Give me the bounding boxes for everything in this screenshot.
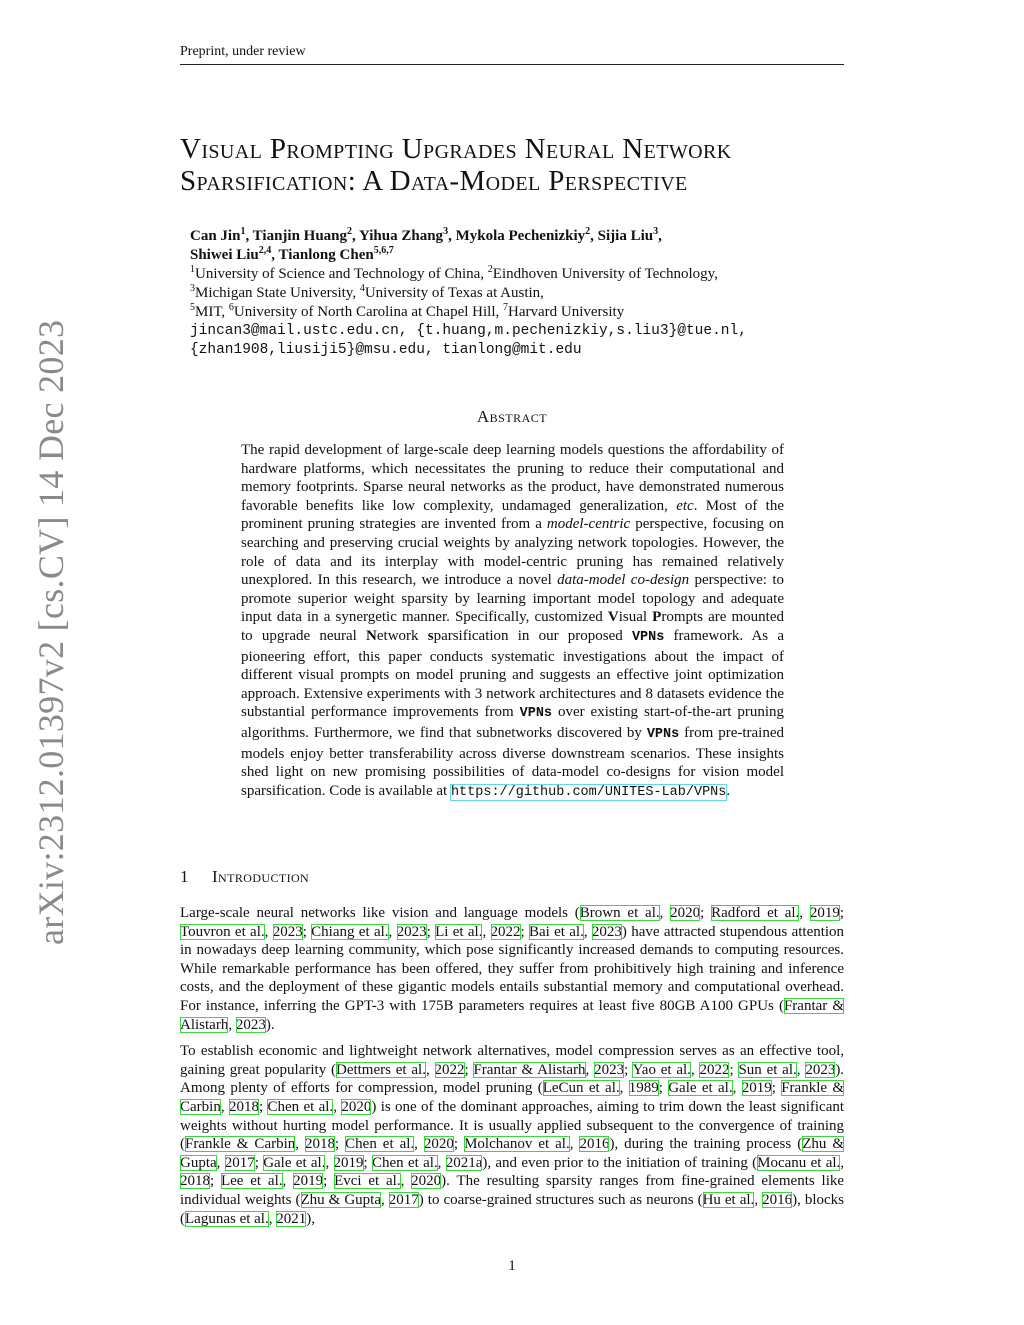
citation-link[interactable]: Lee et al. <box>220 1173 283 1190</box>
citation-link[interactable]: 2016 <box>579 1136 610 1153</box>
affiliation-line-2 <box>190 284 850 303</box>
affiliation: MIT, <box>195 304 229 320</box>
affiliation-marker: 3 <box>443 226 449 237</box>
affiliation: University of Science and Technology of China, <box>195 266 488 282</box>
affiliation: University of Texas at Austin, <box>364 285 544 301</box>
intro-paragraph-2: To establish economic and lightweight network alternatives, model compression serves as an effective tool, gaining great popularity (Dettmers et al., 2022; Frantar & Alistarh, 2023; Yao et al., 2022; Sun et al., 2023). Among plenty of efforts for compression, model pruning (LeCun et al., 1989; Gale et al., 2019; Frankle & Carbin, 2018; Chen et al., 2020) is one of the dominant approaches, aiming to trim down the least significant weights without hurting model performance. It is usually applied subsequent to the convergence of training (Frankle & Carbin, 2018; Chen et al., 2020; Molchanov et al., 2016), during the training process (Zhu & Gupta, 2017; Gale et al., 2019; Chen et al., 2021a), and even prior to the initiation of training (Mocanu et al., 2018; Lee et al., 2019; Evci et al., 2020). The resulting sparsity ranges from fine-grained elements like individual weights (Zhu & Gupta, 2017) to coarse-grained structures such as neurons (Hu et al., 2016), blocks (Lagunas et al., 2021), <box>180 1043 845 1227</box>
affiliation-number: 4 <box>359 283 365 294</box>
section-number: 1 <box>180 867 189 886</box>
email-line-1: jincan3@mail.ustc.edu.cn, {t.huang,m.pechenizkiy,s.liu3}@tue.nl, <box>190 323 747 339</box>
intro-text: Large-scale neural networks like vision and language models ( <box>180 905 580 921</box>
citation-link[interactable]: Mocanu et al. <box>757 1154 841 1171</box>
author-name: Can Jin <box>190 228 241 244</box>
citation-link[interactable]: 2020 <box>411 1173 442 1190</box>
intro-text: ). Among plenty of efforts for compression, model pruning ( <box>180 1061 845 1097</box>
code-link[interactable]: https://github.com/UNITES-Lab/VPNs <box>450 784 727 800</box>
citation-link[interactable]: Chen et al. <box>267 1098 334 1115</box>
citation-link[interactable]: Gale et al. <box>263 1154 326 1171</box>
affiliation: Michigan State University, <box>195 285 360 301</box>
citation-link[interactable]: 2023 <box>591 923 622 940</box>
author-name: Yihua Zhang <box>358 228 444 244</box>
vpns-name: VPNs <box>519 706 553 722</box>
abstract-emphasis: model-centric <box>546 516 631 533</box>
affiliation: Harvard University <box>508 304 625 320</box>
citation-link[interactable]: 2018 <box>305 1136 335 1153</box>
intro-text: ) to coarse-grained structures such as neurons ( <box>418 1191 703 1208</box>
citation-link[interactable]: Zhu & Gupta <box>300 1191 382 1208</box>
acronym-letter: V <box>607 609 619 626</box>
intro-text: ) have attracted stupendous attention in nowadays deep learning community, which pose significantly increased demands to computing resources. While remarkable performance has been offered, they suffer from prohibitively high training and inference costs, and the deployment of these gigantic models entails substantial memory and computational overhead. For instance, inferring the GPT-3 with 175B parameters requires at least five 80GB A100 GPUs ( <box>180 923 845 1014</box>
affiliation-number: 6 <box>228 302 234 313</box>
citation-link[interactable]: 2023 <box>396 923 427 940</box>
abstract-text: over existing start-of-the-art pruning algorithms. Furthermore, we find that subnetworks discovered by <box>241 704 784 741</box>
citation-link[interactable]: Frantar & Alistarh <box>473 1061 586 1078</box>
citation-link[interactable]: Chiang et al. <box>311 923 389 940</box>
vpns-name: VPNs <box>631 629 665 645</box>
author-name: Mykola Pechenizkiy <box>455 228 586 244</box>
abstract-text: The rapid development of large-scale deep learning models questions the affordability of hardware platforms, which necessitates the pruning to reduce their computational and memory footprints. Sparse neural networks as the product, have demonstrated numerous favorable benefits like low complexity, undamaged generalization, <box>241 442 784 514</box>
running-header: Preprint, under review <box>180 44 844 65</box>
affiliation-number: 3 <box>190 283 195 294</box>
citation-link[interactable]: Radford et al. <box>711 905 800 921</box>
affiliation-marker: 1 <box>240 226 246 237</box>
citation-link[interactable]: 2023 <box>235 1016 266 1033</box>
affiliation-marker: 5,6,7 <box>373 245 394 256</box>
affiliation-number: 5 <box>190 302 195 313</box>
citation-link[interactable]: 2022 <box>434 1061 465 1078</box>
citation-link[interactable]: Frankle & Carbin <box>180 1080 845 1115</box>
citation-link[interactable]: 2019 <box>333 1154 364 1171</box>
author-name: Tianlong Chen <box>278 247 374 263</box>
intro-text: ). <box>265 1016 275 1033</box>
citation-link[interactable]: Zhu & Gupta <box>180 1136 845 1171</box>
affiliation-marker: 2 <box>585 226 591 237</box>
abstract-text: perspective: to promote superior weight sparsity by learning important model topology and adequate input data in a synergetic manner. Specifically, customized <box>241 572 784 626</box>
intro-text: ) is one of the dominant approaches, aiming to trim down the least significant weights without hurting model performance. It is usually applied subsequent to the convergence of training ( <box>180 1098 845 1153</box>
citation-link[interactable]: 2023 <box>805 1061 836 1078</box>
email-line-2: {zhan1908,liusiji5}@msu.edu, tianlong@mit.edu <box>190 342 582 358</box>
citation-link[interactable]: 2019 <box>741 1080 772 1097</box>
intro-text: ). The resulting sparsity ranges from fine-grained elements like individual weights ( <box>180 1173 845 1208</box>
affiliation-marker: 2,4 <box>258 245 272 256</box>
abstract-body <box>241 441 784 802</box>
abstract-text: perspective, focusing on searching and preserving crucial weights by analyzing network topologies. However, the role of data and its interplay with model-centric pruning has remained relatively unexplored. In this research, we introduce a novel <box>241 516 784 589</box>
paper-title <box>180 133 844 197</box>
citation-link[interactable]: 2021 <box>276 1210 307 1227</box>
intro-text: ), during the training process ( <box>609 1136 803 1153</box>
abstract-text: . Most of the prominent pruning strategies are invented from a <box>241 497 784 533</box>
citation-link[interactable]: 2017 <box>224 1154 255 1171</box>
citation-link[interactable]: 2020 <box>670 905 701 921</box>
citation-link[interactable]: Touvron et al. <box>180 923 265 940</box>
intro-text: ), <box>306 1210 315 1227</box>
citation-link[interactable]: 2022 <box>490 923 521 940</box>
citation-link[interactable]: 2023 <box>594 1061 625 1078</box>
intro-text: ), and even prior to the initiation of training ( <box>482 1154 758 1171</box>
affiliation-marker: 3 <box>653 226 659 237</box>
section-title: Introduction <box>212 867 310 886</box>
citation-link[interactable]: Sun et al. <box>738 1061 797 1078</box>
acronym-letter: s <box>427 627 434 644</box>
page-number: 1 <box>508 1258 516 1274</box>
abstract-emphasis: data-model co-design <box>557 572 690 589</box>
author-names: Can Jin$^1$, Tianjin Huang$^2$, Yihua Zhang$^3$, Mykola Pechenizkiy$^2$, Sijia Liu$^3$, Shiwei Liu$^{2,4}$, Tianlong Chen$^{5,6,7}$ <box>190 226 662 263</box>
intro-text: To establish economic and lightweight network alternatives, model compression serves as an effective tool, gaining great popularity ( <box>180 1043 844 1078</box>
abstract-text: rompts are mounted to upgrade neural <box>241 609 784 644</box>
vpns-name: VPNs <box>646 726 680 742</box>
abstract-text: parsification in our proposed <box>433 627 632 644</box>
citation-link[interactable]: Evci et al. <box>334 1173 401 1190</box>
citation-link[interactable]: Bai et al. <box>528 923 584 940</box>
citation-link[interactable]: 1989 <box>628 1080 659 1097</box>
affiliation: University of North Carolina at Chapel Hill, <box>233 304 504 320</box>
citation-link[interactable]: LeCun et al. <box>542 1080 620 1097</box>
title-line-1: Visual Prompting Upgrades Neural Network <box>180 133 732 165</box>
citation-link[interactable]: Molchanov et al. <box>464 1136 570 1153</box>
abstract-text: . <box>726 782 731 799</box>
citation-link[interactable]: 2018 <box>228 1098 259 1115</box>
citation-link[interactable]: 2018 <box>180 1173 210 1190</box>
citation-link[interactable]: Yao et al. <box>632 1061 691 1078</box>
citation-link[interactable]: 2017 <box>388 1191 419 1208</box>
citation-link[interactable]: Lagunas et al. <box>185 1210 269 1227</box>
citation-link[interactable]: Frankle & Carbin <box>185 1136 296 1153</box>
affiliation-number: 2 <box>487 264 493 275</box>
abstract-text: framework. As a pioneering effort, this paper conducts systematic investigations about the impact of different visual prompts on model pruning and suggests an effective joint optimization approach. Extensive experiments with 3 network architectures and 8 datasets evidence the substantial performance improvements from <box>241 627 784 721</box>
intro-text: ), blocks ( <box>180 1191 844 1227</box>
section-heading <box>180 867 844 887</box>
citation-link[interactable]: 2022 <box>699 1061 730 1078</box>
affiliation: Eindhoven University of Technology, <box>492 266 718 282</box>
arxiv-identifier: arXiv:2312.01397v2 [cs.CV] 14 Dec 2023 <box>31 319 71 945</box>
affiliation-line-3 <box>190 303 850 322</box>
abstract-text: etwork <box>376 627 428 644</box>
citation-link[interactable]: Frantar & Alistarh <box>180 997 844 1033</box>
affiliation-number: 1 <box>190 264 195 275</box>
intro-paragraph-1: Large-scale neural networks like vision and language models (Brown et al., 2020; Radford et al., 2019; Touvron et al., 2023; Chiang et al., 2023; Li et al., 2022; Bai et al., 2023) have attracted stupendous attention in nowadays deep learning community, which pose significantly increased demands to computing resources. While remarkable performance has been offered, they suffer from prohibitively high training and inference costs, and the deployment of these gigantic models entails substantial memory and computational overhead. For instance, inferring the GPT-3 with 175B parameters requires at least five 80GB A100 GPUs (Frantar & Alistarh, 2023). <box>180 905 845 1033</box>
author-name: Shiwei Liu <box>190 247 259 263</box>
citation-link[interactable]: 2016 <box>762 1191 793 1208</box>
author-block <box>190 227 850 360</box>
author-name: Tianjin Huang <box>252 228 348 244</box>
affiliation-line-1 <box>190 265 850 284</box>
abstract-heading: Abstract <box>476 407 548 426</box>
citation-link[interactable]: Chen et al. <box>372 1154 438 1171</box>
citation-link[interactable]: Dettmers et al. <box>335 1061 426 1078</box>
author-name: Sijia Liu <box>597 228 654 244</box>
citation-link[interactable]: Hu et al. <box>702 1191 755 1208</box>
citation-link[interactable]: Gale et al. <box>668 1080 733 1097</box>
acronym-letter: P <box>652 609 662 626</box>
citation-link[interactable]: 2019 <box>809 905 840 921</box>
citation-link[interactable]: 2020 <box>341 1098 372 1115</box>
affiliation-number: 7 <box>503 302 509 313</box>
introduction-body <box>180 904 844 1236</box>
citation-link[interactable]: 2021a <box>445 1154 483 1171</box>
abstract-text: from pre-trained models enjoy better transferability across diverse downstream scenarios. These insights shed light on new promising possibilities of data-model co-designs for vision model sparsification. Code is available at <box>241 724 784 799</box>
abstract-text: isual <box>618 609 653 626</box>
citation-link[interactable]: Chen et al. <box>345 1136 415 1153</box>
acronym-letter: N <box>366 627 377 644</box>
title-line-2: Sparsification: A Data-Model Perspective <box>180 165 688 197</box>
citation-link[interactable]: 2023 <box>272 923 303 940</box>
citation-link[interactable]: 2020 <box>423 1136 454 1153</box>
citation-link[interactable]: Brown et al. <box>579 905 660 921</box>
abstract-emphasis: etc <box>676 497 694 514</box>
affiliation-marker: 2 <box>347 226 353 237</box>
citation-link[interactable]: Li et al. <box>435 923 483 940</box>
citation-link[interactable]: 2019 <box>293 1173 324 1190</box>
